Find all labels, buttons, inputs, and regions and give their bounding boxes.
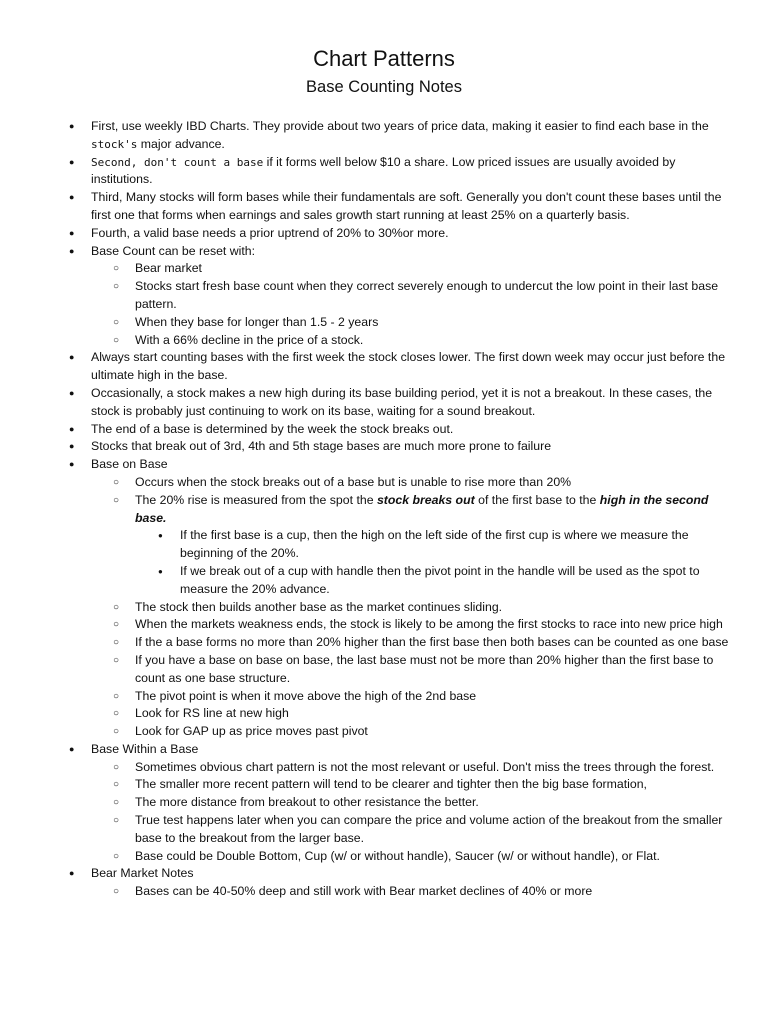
text-run: The end of a base is determined by the week the stock breaks out. <box>91 421 454 436</box>
text-run: Bases can be 40-50% deep and still work with Bear market declines of 40% or more <box>135 884 593 899</box>
sub-list <box>180 527 731 598</box>
text-run: Occurs when the stock breaks out of a base but is unable to rise more than 20% <box>135 474 572 489</box>
sub-list <box>135 883 731 901</box>
notes-list <box>91 118 731 901</box>
list-item <box>91 154 731 190</box>
sub-list-item <box>135 794 731 812</box>
sub-list-item <box>135 314 731 332</box>
text-run: if it forms well below $10 a share. Low priced issues are usually avoided by institutions. <box>91 154 676 187</box>
sub-list-item <box>135 492 731 599</box>
sub-list-item <box>135 634 731 652</box>
sub-list-item <box>135 599 731 617</box>
text-run: The 20% rise is measured from the spot the <box>135 492 377 507</box>
text-run: When they base for longer than 1.5 - 2 years <box>135 314 379 329</box>
text-run: Look for GAP up as price moves past pivot <box>135 724 368 739</box>
sub-list-item <box>135 474 731 492</box>
text-run: Base on Base <box>91 457 168 472</box>
list-item <box>91 189 731 225</box>
page-subtitle: Base Counting Notes <box>306 78 462 96</box>
sub-list-item <box>135 883 731 901</box>
text-run: The more distance from breakout to other resistance the better. <box>135 795 479 810</box>
sub-list-item <box>135 776 731 794</box>
text-run: If we break out of a cup with handle then the pivot point in the handle will be used as the spot to measure the 20% advance. <box>180 563 700 596</box>
sub-list-item <box>135 652 731 688</box>
text-run: Third, Many stocks will form bases while their fundamentals are soft. Generally you don't count these bases until the first one that forms when earnings and sales growth start running at least 25% on a quarterly basis. <box>91 190 722 222</box>
sub-list-item <box>135 759 731 777</box>
sub-list-item <box>135 705 731 723</box>
list-item <box>91 438 731 456</box>
text-run: Always start counting bases with the first week the stock closes lower. The first down week may occur just before the ultimate high in the base. <box>91 350 726 383</box>
text-run: Base could be Double Bottom, Cup (w/ or without handle), Saucer (w/ or without handle), or Flat. <box>135 848 660 863</box>
sub-list-item <box>135 616 731 634</box>
text-run: If the a base forms no more than 20% higher than the first base then both bases can be counted as one base <box>135 635 729 650</box>
list-item <box>91 741 731 866</box>
text-run: The stock then builds another base as the market continues sliding. <box>135 599 503 614</box>
list-item <box>91 385 731 421</box>
list-item <box>91 243 731 350</box>
text-run: Occasionally, a stock makes a new high during its base building period, yet it is not a breakout. In these cases, the stock is probably just continuing to work on its base, waiting for a sound breakout. <box>91 385 713 418</box>
sub-sub-list-item <box>180 527 731 563</box>
text-run: Sometimes obvious chart pattern is not the most relevant or useful. Don't miss the trees through the forest. <box>135 759 715 774</box>
sub-list <box>135 759 731 866</box>
text-run: The pivot point is when it move above the high of the 2nd base <box>135 688 477 703</box>
list-item <box>91 456 731 741</box>
sub-list-item <box>135 278 731 314</box>
list-item <box>91 118 731 154</box>
sub-sub-list-item <box>180 563 731 599</box>
text-run: Stocks start fresh base count when they correct severely enough to undercut the low point in their last base pattern. <box>135 279 719 311</box>
sub-list-item <box>135 332 731 350</box>
text-run: Base Within a Base <box>91 741 199 756</box>
text-run: Second, don't count a base <box>91 155 264 169</box>
text-run: stock's <box>91 137 138 151</box>
text-run: major advance. <box>137 136 225 151</box>
page-title: Chart Patterns <box>313 46 455 71</box>
sub-list-item <box>135 848 731 866</box>
text-run: The smaller more recent pattern will tend to be clearer and tighter then the big base formation, <box>135 777 647 792</box>
sub-list <box>135 260 731 349</box>
sub-list-item <box>135 260 731 278</box>
text-run: Look for RS line at new high <box>135 706 289 721</box>
list-item <box>91 225 731 243</box>
text-run: Bear Market Notes <box>91 866 194 881</box>
sub-list-item <box>135 812 731 848</box>
text-run: high in the second base. <box>135 492 709 525</box>
text-run: of the first base to the <box>474 492 600 507</box>
text-run: True test happens later when you can compare the price and volume action of the breakout from the smaller base to the breakout from the larger base. <box>135 813 723 845</box>
text-run: Base Count can be reset with: <box>91 243 256 258</box>
text-run: When the markets weakness ends, the stock is likely to be among the first stocks to race into new price high <box>135 617 723 632</box>
text-run: First, use weekly IBD Charts. They provide about two years of price data, making it easier to find each base in the <box>91 119 709 133</box>
list-item <box>91 349 731 385</box>
sub-list <box>135 474 731 741</box>
sub-list-item <box>135 723 731 741</box>
sub-list-item <box>135 688 731 706</box>
text-run: If you have a base on base on base, the last base must not be more than 20% higher than the first base to count as one base structure. <box>135 652 714 685</box>
text-run: Stocks that break out of 3rd, 4th and 5th stage bases are much more prone to failure <box>91 439 552 454</box>
text-run: With a 66% decline in the price of a stock. <box>135 332 364 347</box>
text-run: If the first base is a cup, then the high on the left side of the first cup is where we measure the beginning of the 20%. <box>180 528 689 561</box>
list-item <box>91 865 731 901</box>
text-run: Bear market <box>135 261 202 276</box>
text-run: stock breaks out <box>376 492 475 507</box>
text-run: Fourth, a valid base needs a prior uptrend of 20% to 30%or more. <box>91 225 449 240</box>
list-item <box>91 421 731 439</box>
